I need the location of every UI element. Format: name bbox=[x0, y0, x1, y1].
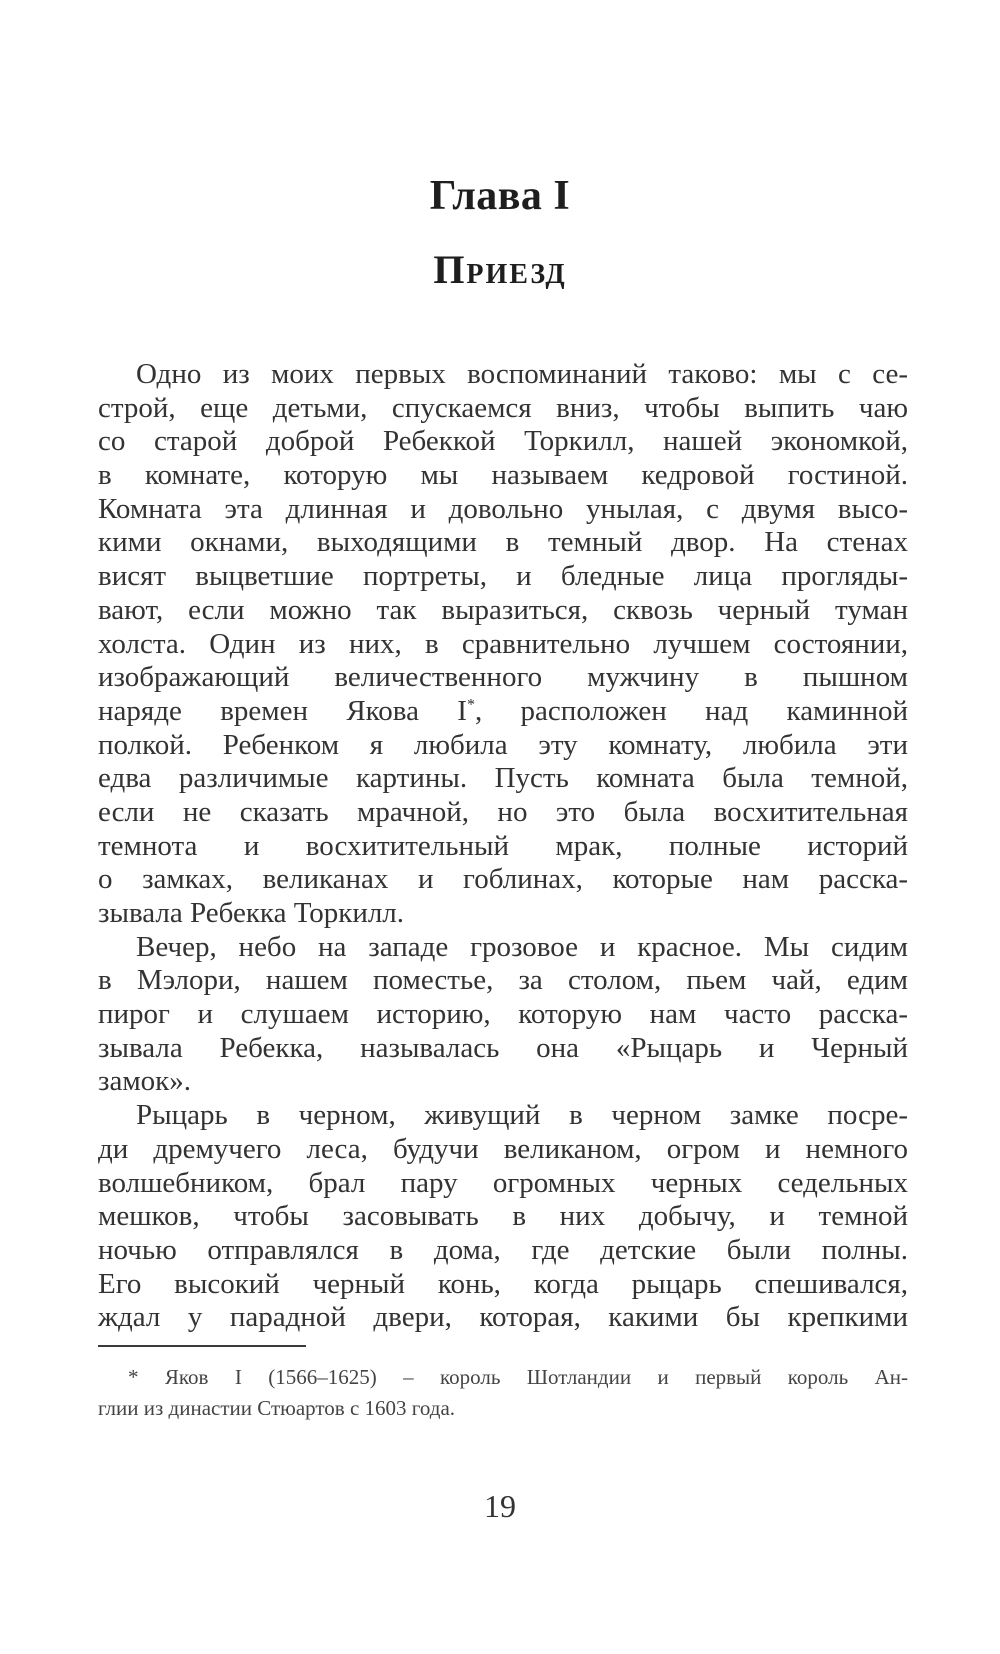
footnote-marker: * bbox=[466, 696, 475, 714]
footnote bbox=[98, 1362, 908, 1424]
chapter-title: Приезд bbox=[433, 247, 567, 292]
text-line: Комната эта длинная и довольно унылая, с двумя высо- bbox=[98, 492, 908, 525]
text-line: изображающий величественного мужчину в пышном bbox=[98, 661, 908, 694]
text-line: пирог и слушаем историю, которую нам часто расска- bbox=[98, 998, 908, 1031]
chapter-label: Глава I bbox=[429, 173, 571, 219]
text-line: Его высокий черный конь, когда рыцарь спешивался, bbox=[98, 1267, 908, 1300]
text-line: Одно из моих первых воспоминаний таково: мы с се- bbox=[136, 358, 908, 390]
text-line: ждал у парадной двери, которая, какими бы крепкими bbox=[98, 1301, 908, 1334]
text-line: зывала Ребекка, называлась она «Рыцарь и Черный bbox=[98, 1031, 908, 1064]
text-line: со старой доброй Ребеккой Торкилл, нашей экономкой, bbox=[98, 425, 908, 458]
text-line: в Мэлори, нашем поместье, за столом, пьем чай, едим bbox=[98, 964, 908, 997]
text-line: Вечер, небо на западе грозовое и красное. Мы сидим bbox=[136, 930, 908, 963]
text-line: холста. Один из них, в сравнительно лучшем состоянии, bbox=[98, 627, 908, 660]
text-line: замок». bbox=[98, 1065, 192, 1098]
text-line: о замках, великанах и гоблинах, которые нам расска- bbox=[98, 863, 908, 896]
footnote-line: глии из династии Стюартов с 1603 года. bbox=[98, 1396, 456, 1420]
text-line: темнота и восхитительный мрак, полные историй bbox=[98, 829, 908, 862]
page-number: 19 bbox=[484, 1488, 516, 1524]
text-line: наряде времен Якова I*, расположен над каминной bbox=[98, 694, 908, 727]
footnote-divider bbox=[98, 1345, 306, 1347]
text-line: висят выцветшие портреты, и бледные лица прогляды- bbox=[98, 560, 908, 593]
text-line: полкой. Ребенком я любила эту комнату, любила эти bbox=[98, 728, 908, 761]
text-line: строй, еще детьми, спускаемся вниз, чтобы выпить чаю bbox=[98, 391, 908, 424]
text-line: ди дремучего леса, будучи великаном, огром и немного bbox=[98, 1132, 908, 1165]
text-line: в комнате, которую мы называем кедровой гостиной. bbox=[98, 459, 908, 492]
text-line: кими окнами, выходящими в темный двор. На стенах bbox=[98, 526, 908, 559]
body-text bbox=[98, 358, 908, 1335]
text-line: вают, если можно так выразиться, сквозь черный туман bbox=[98, 593, 908, 626]
text-line: едва различимые картины. Пусть комната была темной, bbox=[98, 762, 908, 795]
text-line: зывала Ребекка Торкилл. bbox=[98, 897, 405, 929]
text-line: ночью отправлялся в дома, где детские были полны. bbox=[98, 1233, 908, 1266]
text-line: волшебником, брал пару огромных черных седельных bbox=[98, 1166, 908, 1199]
text-line: мешков, чтобы засовывать в них добычу, и темной bbox=[98, 1200, 908, 1233]
footnote-line: * Яков I (1566–1625) – король Шотландии и первый король Ан- bbox=[128, 1365, 908, 1389]
text-line: Рыцарь в черном, живущий в черном замке посре- bbox=[136, 1099, 908, 1132]
text-line: если не сказать мрачной, но это была восхитительная bbox=[98, 795, 908, 828]
